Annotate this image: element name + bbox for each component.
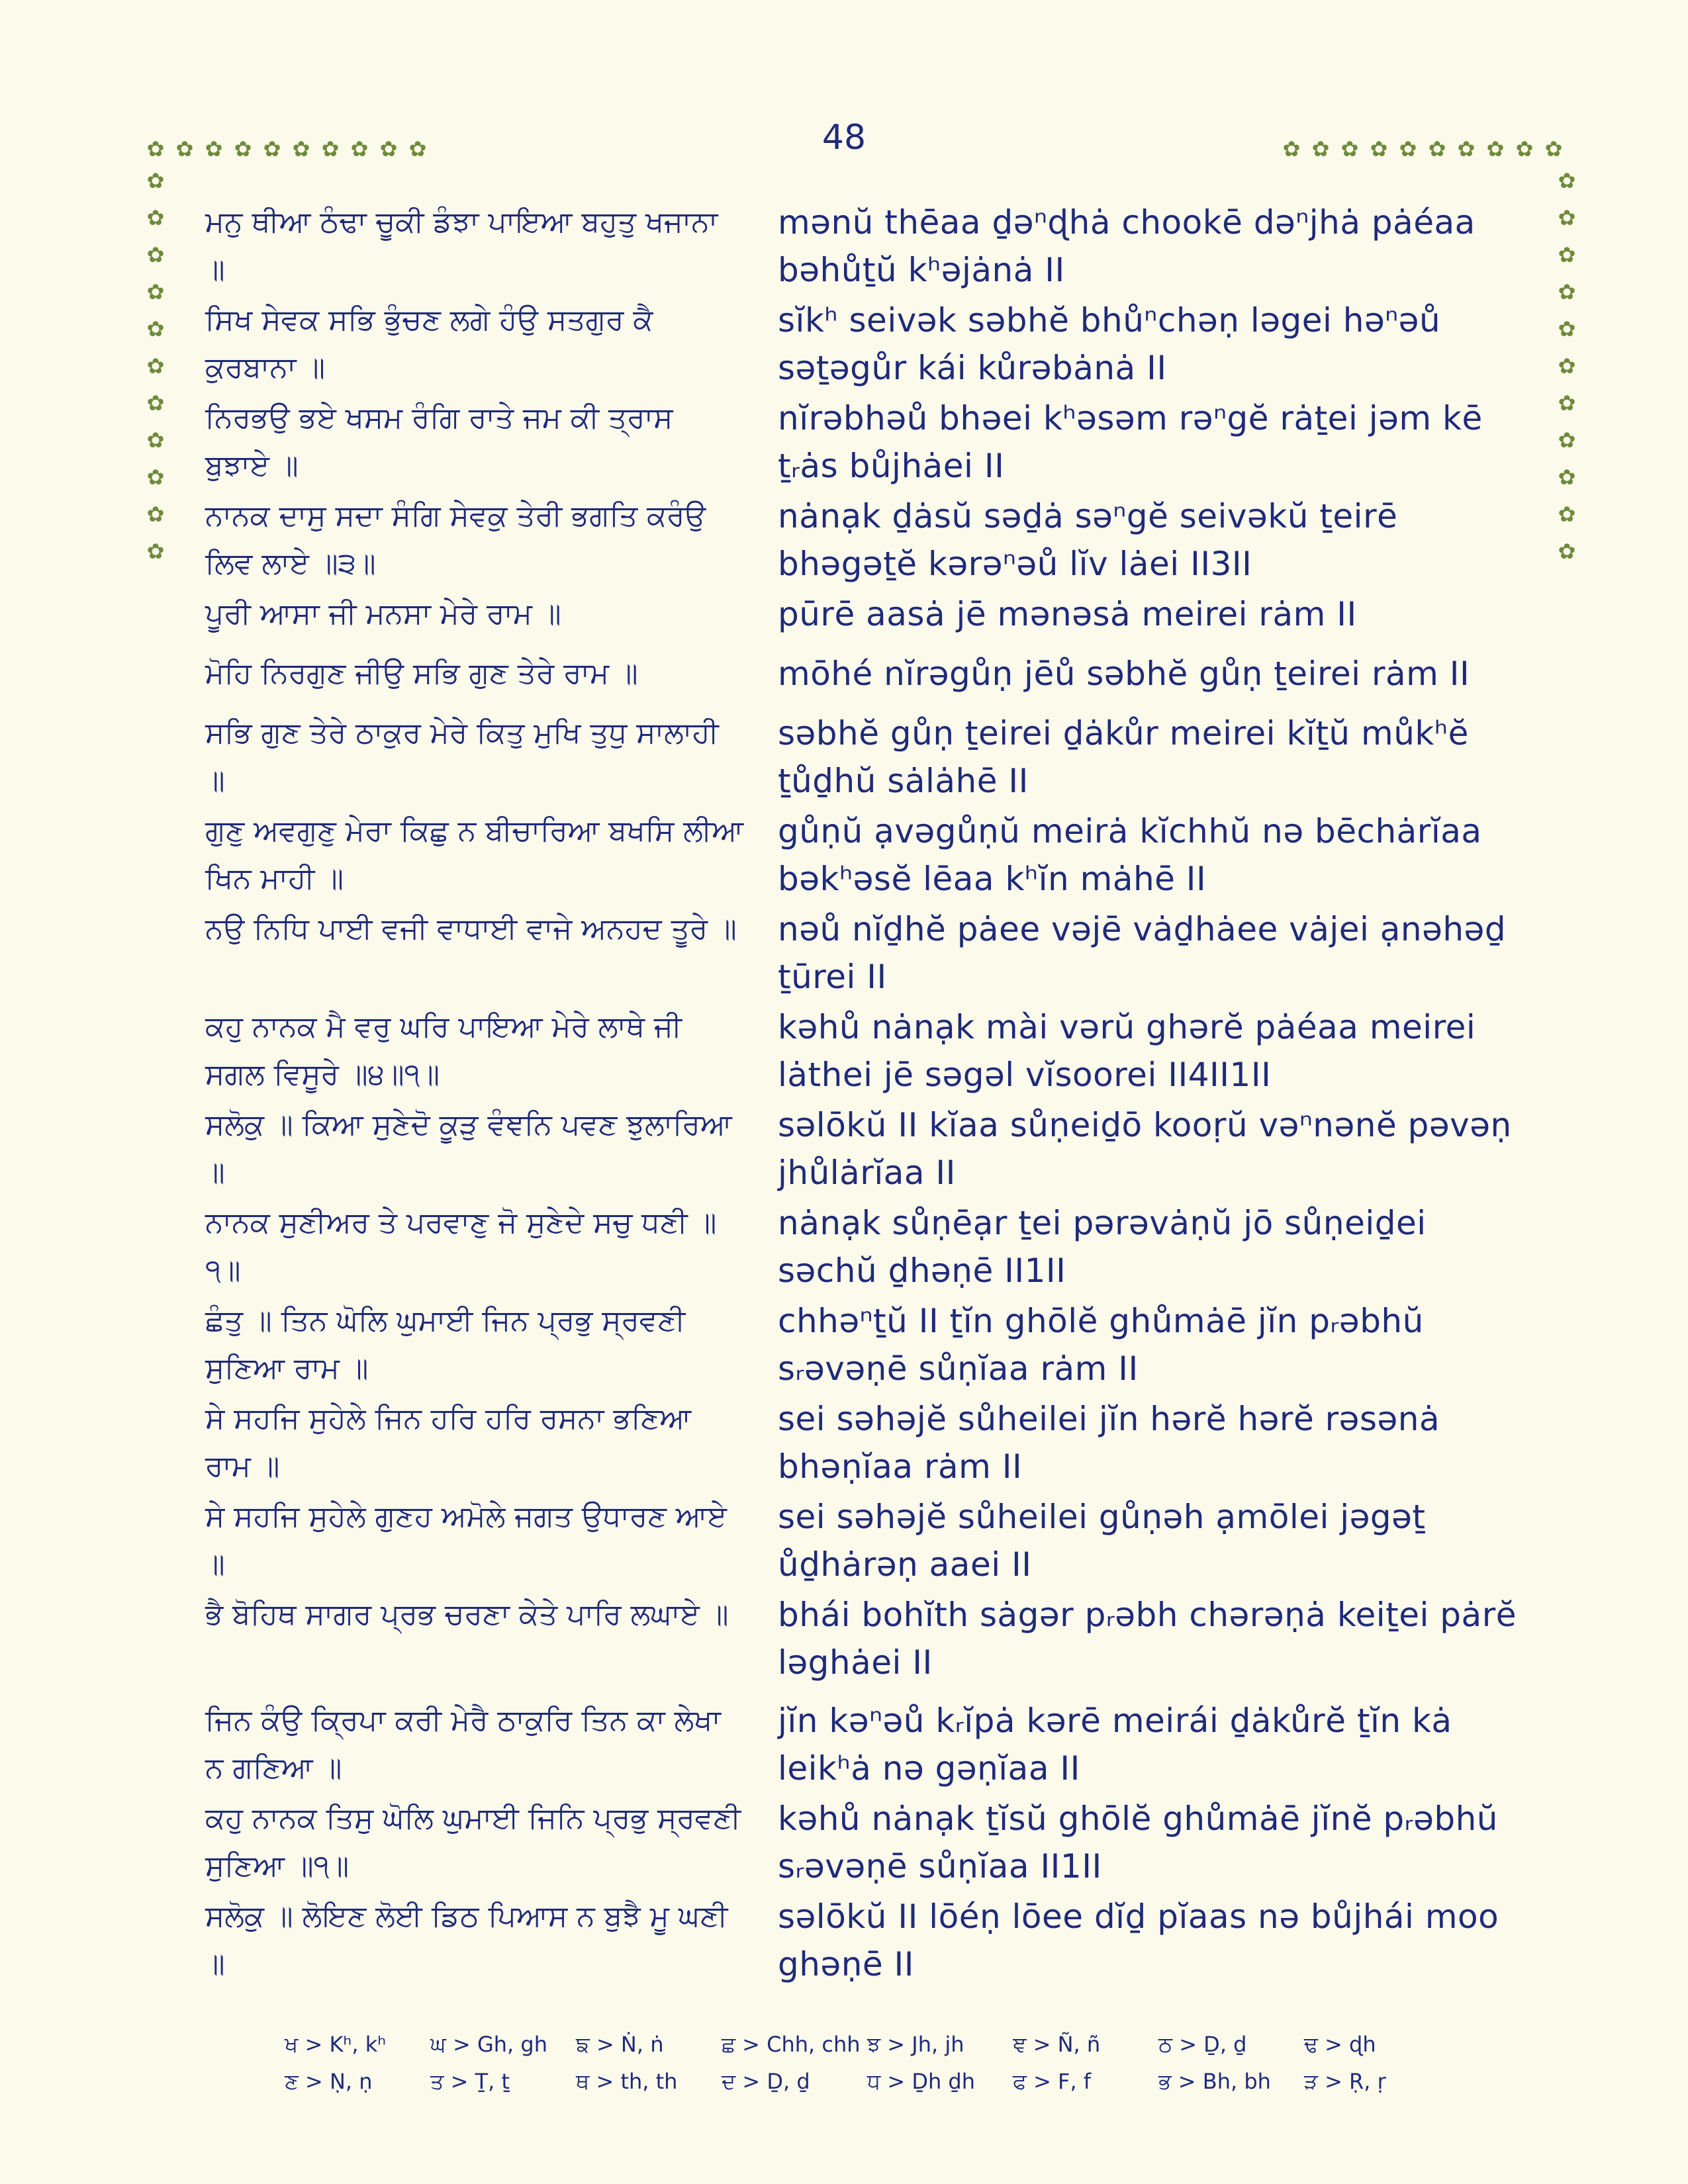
verse-row (205, 1199, 1523, 1297)
transliteration-text: sei səhəjĕ sůheilei gůṇəh ạmōlei jəgəṯ ůḏhȧrəṇ aaei II (778, 1498, 1426, 1584)
verse-row (205, 709, 1523, 807)
flower-icon: ✿ (1558, 316, 1576, 341)
transliteration-text: nȧnạk ḏȧsŭ səḏȧ səⁿgĕ seivəkŭ ṯeirē bhəgəṯĕ kərəⁿəů lĭv lȧei II3II (778, 497, 1398, 583)
transliteration-legend (285, 2032, 1450, 2106)
flower-icon: ✿ (146, 465, 165, 490)
verse-row (205, 1697, 1523, 1795)
flower-icon: ✿ (1457, 136, 1476, 161)
flower-icon: ✿ (1558, 242, 1576, 267)
flower-icon: ✿ (321, 136, 340, 161)
flower-icon: ✿ (1558, 279, 1576, 304)
flower-icon: ✿ (146, 136, 165, 161)
gurmukhi-text: ਸਲੋਕੁ ॥ ਕਿਆ ਸੁਣੇਦੋ ਕੂੜੁ ਵੰਞਨਿ ਪਵਣ ਝੁਲਾਰਿਆ ॥ (205, 1108, 732, 1189)
legend-item: ਦ > Ḏ, ḏ (722, 2069, 810, 2094)
flower-icon: ✿ (1558, 205, 1576, 230)
verse-row (205, 590, 1523, 650)
flower-icon: ✿ (146, 242, 165, 267)
flower-icon: ✿ (146, 279, 165, 304)
flower-icon: ✿ (1311, 136, 1330, 161)
flower-icon: ✿ (1515, 136, 1534, 161)
legend-item: ਤ > Ṯ, ṯ (430, 2069, 510, 2094)
gurmukhi-text: ਜਿਨ ਕੰਉ ਕ੍ਰਿਪਾ ਕਰੀ ਮੇਰੈ ਠਾਕੁਰਿ ਤਿਨ ਕਾ ਲੇਖਾ ਨ ਗਣਿਆ ॥ (205, 1704, 721, 1785)
verse-row (205, 199, 1523, 296)
legend-item: ਭ > Bh, bh (1158, 2069, 1271, 2094)
gurmukhi-text: ਗੁਣੁ ਅਵਗੁਣੁ ਮੇਰਾ ਕਿਛੁ ਨ ਬੀਚਾਰਿਆ ਬਖਸਿ ਲੀਆ ਖਿਨ ਮਾਹੀ ॥ (205, 814, 744, 895)
flower-icon: ✿ (379, 136, 398, 161)
verse-row (205, 1795, 1523, 1893)
legend-item: ਖ > Kʰ, kʰ (285, 2032, 387, 2057)
gurmukhi-text: ਭੈ ਬੋਹਿਥ ਸਾਗਰ ਪ੍ਰਭ ਚਰਣਾ ਕੇਤੇ ਪਾਰਿ ਲਘਾਏ ॥ (205, 1598, 729, 1631)
legend-item: ੜ > Ṛ, ṛ (1304, 2069, 1386, 2094)
gurmukhi-text: ਸੇ ਸਹਜਿ ਸੁਹੇਲੇ ਗੁਣਹ ਅਮੋਲੇ ਜਗਤ ਉਧਾਰਣ ਆਏ ॥ (205, 1500, 727, 1581)
verse-row (205, 807, 1523, 905)
transliteration-text: sei səhəjĕ sůheilei jĭn hərĕ hərĕ rəsənȧ bhəṇĭaa rȧm II (778, 1400, 1440, 1486)
transliteration-text: gůṇŭ ạvəgůṇŭ meirȧ kĭchhŭ nə bēchȧrĭaa bəkʰəsĕ lēaa kʰĭn mȧhē II (778, 812, 1482, 898)
verse-row (205, 1893, 1523, 1991)
flower-icon: ✿ (1544, 136, 1563, 161)
gurmukhi-text: ਸਲੋਕੁ ॥ ਲੋਇਣ ਲੋਈ ਡਿਠ ਪਿਆਸ ਨ ਬੁਝੈ ਮੂ ਘਣੀ ॥ (205, 1899, 728, 1981)
gurmukhi-text: ਛੰਤੁ ॥ ਤਿਨ ਘੋਲਿ ਘੁਮਾਈ ਜਿਨ ਪ੍ਰਭੁ ਸ੍ਰਵਣੀ ਸੁਣਿਆ ਰਾਮ ॥ (205, 1304, 686, 1385)
flower-icon: ✿ (1486, 136, 1505, 161)
flower-icon: ✿ (146, 390, 165, 416)
verse-row (205, 1395, 1523, 1493)
flower-icon: ✿ (146, 205, 165, 230)
flower-icon: ✿ (1558, 353, 1576, 379)
flower-icon: ✿ (263, 136, 281, 161)
flower-icon: ✿ (1370, 136, 1388, 161)
legend-item: ਫ > F, f (1013, 2069, 1092, 2094)
legend-item: ਘ > Gh, gh (430, 2032, 547, 2057)
legend-row (285, 2032, 1450, 2069)
flower-icon: ✿ (205, 136, 223, 161)
verse-row (205, 296, 1523, 394)
flower-icon: ✿ (1558, 539, 1576, 564)
flower-icon: ✿ (146, 428, 165, 453)
transliteration-text: səlōkŭ II kĭaa sůṇeiḏō kooṛŭ vəⁿnənĕ pəvəṇ jhůlȧrĭaa II (778, 1106, 1512, 1192)
legend-item: ਙ > Ṅ, ṅ (576, 2032, 664, 2057)
verse-row (205, 1493, 1523, 1591)
gurmukhi-text: ਸੇ ਸਹਜਿ ਸੁਹੇਲੇ ਜਿਨ ਹਰਿ ਹਰਿ ਰਸਨਾ ਭਣਿਆ ਰਾਮ ॥ (205, 1402, 692, 1483)
legend-item: ਥ > th, th (576, 2069, 678, 2094)
legend-item: ਣ > Ṇ, ṇ (285, 2069, 373, 2094)
legend-item: ਞ > Ñ, ñ (1013, 2032, 1101, 2057)
flower-icon: ✿ (146, 168, 165, 193)
flower-icon: ✿ (146, 502, 165, 527)
flower-icon: ✿ (1340, 136, 1359, 161)
legend-item: ਧ > Ḏh ḏh (867, 2069, 976, 2094)
gurmukhi-text: ਕਹੁ ਨਾਨਕ ਤਿਸੁ ਘੋਲਿ ਘੁਮਾਈ ਜਿਨਿ ਪ੍ਰਭੁ ਸ੍ਰਵਣੀ ਸੁਣਿਆ ॥੧॥ (205, 1801, 741, 1883)
transliteration-text: nȧnạk sůṇēạr ṯei pərəvȧṇŭ jō sůṇeiḏei səchŭ ḏhəṇē II1II (778, 1204, 1427, 1290)
flower-icon: ✿ (1558, 502, 1576, 527)
flower-icon: ✿ (1558, 168, 1576, 193)
transliteration-text: pūrē aasȧ jē mənəsȧ meirei rȧm II (778, 595, 1357, 633)
gurmukhi-text: ਮੋਹਿ ਨਿਰਗੁਣ ਜੀਉ ਸਭਿ ਗੁਣ ਤੇਰੇ ਰਾਮ ॥ (205, 657, 638, 690)
transliteration-text: nəů nĭḏhĕ pȧee vəjē vȧḏhȧee vȧjei ạnəhəḏ ṯūrei II (778, 910, 1507, 996)
transliteration-text: mōhé nĭrəgůṇ jēů səbhĕ gůṇ ṯeirei rȧm II (778, 655, 1470, 693)
flower-icon: ✿ (146, 316, 165, 341)
transliteration-text: mənŭ thēaa ḏəⁿɖhȧ chookē dəⁿjhȧ pȧéaa bəhůṯŭ kʰəjȧnȧ II (778, 203, 1476, 289)
page-number: 48 (821, 118, 867, 158)
verse-row (205, 1297, 1523, 1395)
gurmukhi-text: ਸਭਿ ਗੁਣ ਤੇਰੇ ਠਾਕੁਰ ਮੇਰੇ ਕਿਤੁ ਮੁਖਿ ਤੁਧੁ ਸਾਲਾਹੀ ॥ (205, 716, 719, 797)
flower-icon: ✿ (350, 136, 369, 161)
flower-icon: ✿ (1558, 465, 1576, 490)
transliteration-text: kəhů nȧnạk ṯĭsŭ ghōlĕ ghůmȧē jĭnĕ pᵣəbhŭ sᵣəvəṇē sůṇĭaa II1II (778, 1799, 1498, 1886)
transliteration-text: chhəⁿṯŭ II ṯĭn ghōlĕ ghůmȧē jĭn pᵣəbhŭ sᵣəvəṇē sůṇĭaa rȧm II (778, 1302, 1424, 1388)
flower-icon: ✿ (146, 539, 165, 564)
transliteration-text: sĭkʰ seivək səbhĕ bhůⁿchəṇ ləgei həⁿəů səṯəgůr kái kůrəbȧnȧ II (778, 301, 1441, 387)
gurmukhi-text: ਪੂਰੀ ਆਸਾ ਜੀ ਮਨਸਾ ਮੇਰੇ ਰਾਮ ॥ (205, 597, 561, 631)
gurmukhi-text: ਨਾਨਕ ਦਾਸੁ ਸਦਾ ਸੰਗਿ ਸੇਵਕੁ ਤੇਰੀ ਭਗਤਿ ਕਰੰਉ ਲਿਵ ਲਾਏ ॥੩॥ (205, 499, 706, 580)
flower-icon: ✿ (1558, 428, 1576, 453)
transliteration-text: kəhů nȧnạk mài vərŭ ghərĕ pȧéaa meirei lȧthei jē səgəl vĭsoorei II4II1II (778, 1008, 1476, 1094)
verse-row (205, 1591, 1523, 1697)
verse-row (205, 492, 1523, 590)
verse-row (205, 650, 1523, 709)
legend-item: ਛ > Chh, chh (722, 2032, 861, 2057)
flower-icon: ✿ (1428, 136, 1446, 161)
flower-icon: ✿ (175, 136, 194, 161)
legend-item: ਠ > Ḏ, ḏ (1158, 2032, 1247, 2057)
flower-icon: ✿ (1558, 390, 1576, 416)
transliteration-text: jĭn kəⁿəů kᵣĭpȧ kərē meirái ḏȧkůrĕ ṯĭn kȧ leikʰȧ nə gəṇĭaa II (778, 1702, 1452, 1788)
gurmukhi-text: ਨਉ ਨਿਧਿ ਪਾਈ ਵਜੀ ਵਾਧਾਈ ਵਾਜੇ ਅਨਹਦ ਤੂਰੇ ॥ (205, 912, 737, 946)
gurmukhi-text: ਮਨੁ ਥੀਆ ਠੰਢਾ ਚੂਕੀ ਡੰਝਾ ਪਾਇਆ ਬਹੁਤੁ ਖਜਾਨਾ ॥ (205, 205, 718, 287)
gurmukhi-text: ਸਿਖ ਸੇਵਕ ਸਭਿ ਭੁੰਚਣ ਲਗੇ ਹੰਉ ਸਤਗੁਰ ਕੈ ਕੁਰਬਾਨਾ ॥ (205, 303, 653, 385)
flower-icon: ✿ (234, 136, 252, 161)
gurmukhi-text: ਨਿਰਭਉ ਭਏ ਖਸਮ ਰੰਗਿ ਰਾਤੇ ਜਮ ਕੀ ਤ੍ਰਾਸ ਬੁਝਾਏ ॥ (205, 401, 673, 482)
flower-icon: ✿ (292, 136, 310, 161)
transliteration-text: bhái bohĭth sȧgər pᵣəbh chərəṇȧ keiṯei pȧrĕ ləghȧei II (778, 1596, 1517, 1682)
gurmukhi-text: ਕਹੁ ਨਾਨਕ ਮੈ ਵਰੁ ਘਰਿ ਪਾਇਆ ਮੇਰੇ ਲਾਥੇ ਜੀ ਸਗਲ ਵਿਸੂਰੇ ॥੪॥੧॥ (205, 1010, 682, 1091)
verse-table (205, 199, 1523, 1991)
gurmukhi-text: ਨਾਨਕ ਸੁਣੀਅਰ ਤੇ ਪਰਵਾਣੁ ਜੋ ਸੁਣੇਦੇ ਸਚੁ ਧਣੀ ॥੧॥ (205, 1206, 717, 1287)
verse-row (205, 1101, 1523, 1199)
flower-icon: ✿ (1399, 136, 1417, 161)
flower-icon: ✿ (408, 136, 427, 161)
flower-icon: ✿ (1282, 136, 1301, 161)
flower-icon: ✿ (146, 353, 165, 379)
legend-item: ਝ > Jh, jh (867, 2032, 964, 2057)
verse-row (205, 905, 1523, 1003)
legend-row (285, 2069, 1450, 2106)
legend-item: ਢ > ɖh (1304, 2032, 1376, 2057)
transliteration-text: səlōkŭ II lōéṇ lōee dĭḏ pĭaas nə bůjhái moo ghəṇē II (778, 1897, 1499, 1983)
transliteration-text: nĭrəbhəů bhəei kʰəsəm rəⁿgĕ rȧṯei jəm kē ṯᵣȧs bůjhȧei II (778, 399, 1483, 485)
verse-row (205, 1003, 1523, 1101)
verse-row (205, 394, 1523, 492)
transliteration-text: səbhĕ gůṇ ṯeirei ḏȧkůr meirei kĭṯŭ můkʰĕ ṯůḏhŭ sȧlȧhē II (778, 714, 1469, 800)
